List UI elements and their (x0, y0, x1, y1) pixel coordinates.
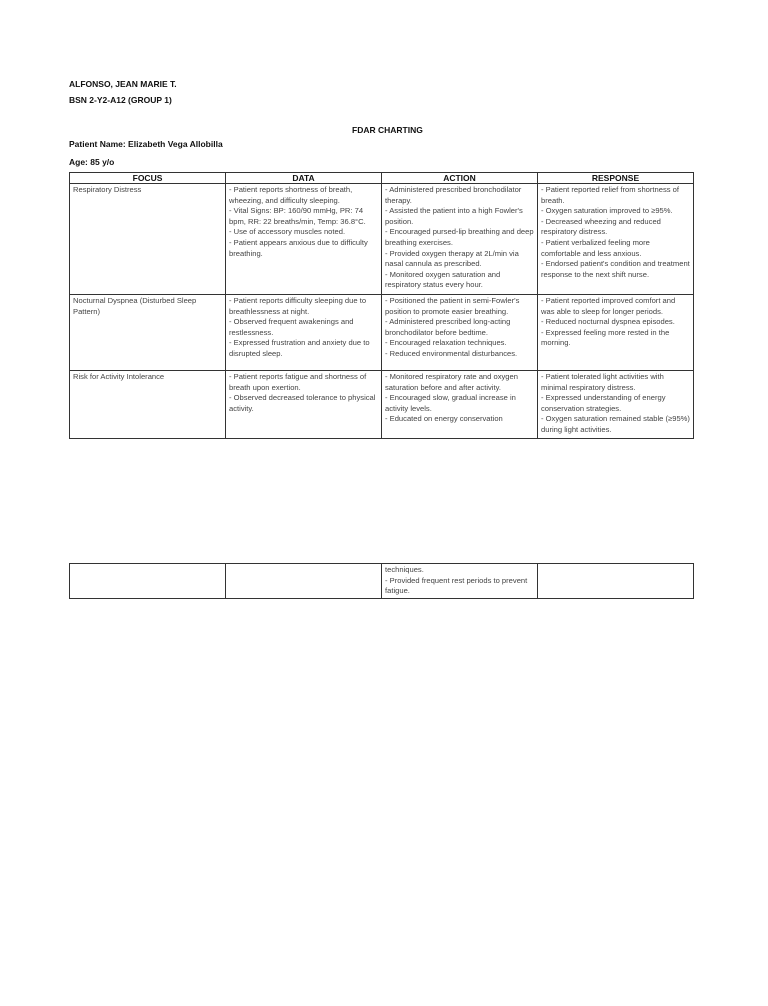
entry: - Decreased wheezing and reduced respiratory distress. (541, 216, 661, 237)
entry: - Patient reports difficulty sleeping due to breathlessness at night. (229, 296, 367, 316)
entry: - Monitored oxygen saturation and respiratory status every hour. (385, 269, 501, 290)
entry: - Patient tolerated light activities with minimal respiratory distress. (541, 372, 664, 392)
entry: - Patient reported relief from shortness of breath. (541, 185, 680, 205)
entry: - Educated on energy conservation (385, 414, 503, 424)
entry: - Encouraged pursed-lip breathing and deep breathing exercises. (385, 227, 534, 247)
entry: - Expressed frustration and anxiety due to disrupted sleep. (229, 338, 370, 358)
entry: - Patient reports shortness of breath, wheezing, and difficulty sleeping. (229, 185, 353, 205)
entry: - Oxygen saturation improved to ≥95%. (541, 206, 673, 216)
fdar-table-continuation (69, 563, 694, 599)
action-cell (382, 371, 538, 439)
entry: - Patient appears anxious due to difficulty breathing. (229, 237, 368, 258)
patient-name: Patient Name: Elizabeth Vega Allobilla (69, 139, 223, 149)
entry: - Use of accessory muscles noted. (229, 227, 346, 237)
entry: - Expressed feeling more rested in the morning. (541, 327, 670, 348)
entry: - Oxygen saturation remained stable (≥95%) during light activities. (541, 414, 690, 434)
section: BSN 2-Y2-A12 (GROUP 1) (69, 95, 172, 105)
entry: techniques. (385, 565, 424, 574)
entry: - Expressed understanding of energy conservation strategies. (541, 393, 666, 413)
column-header-data: DATA (226, 173, 382, 184)
entry: - Observed decreased tolerance to physical activity. (229, 393, 376, 413)
entry: - Patient reported improved comfort and was able to sleep for longer periods. (541, 296, 676, 316)
entry: - Reduced environmental disturbances. (385, 348, 518, 358)
response-cell (538, 295, 694, 371)
data-cell (226, 295, 382, 371)
response-cell (538, 564, 694, 599)
focus-cell: Risk for Activity Intolerance (70, 371, 226, 439)
entry: - Provided frequent rest periods to prevent fatigue. (385, 575, 528, 596)
patient-age: Age: 85 y/o (69, 157, 115, 167)
table-row (70, 295, 694, 371)
entry: - Patient reports fatigue and shortness of breath upon exertion. (229, 372, 367, 392)
table-row (70, 371, 694, 439)
data-cell (226, 184, 382, 295)
response-cell (538, 371, 694, 439)
entry: - Observed frequent awakenings and restlessness. (229, 317, 354, 337)
fdar-table (69, 172, 694, 439)
focus-cell: Nocturnal Dyspnea (Disturbed Sleep Pattern) (70, 295, 226, 371)
action-cell (382, 564, 538, 599)
page-title: FDAR CHARTING (352, 125, 423, 135)
response-cell (538, 184, 694, 295)
entry: - Endorsed patient's condition and treatment response to the next shift nurse. (541, 259, 690, 279)
entry: - Patient verbalized feeling more comfortable and less anxious. (541, 237, 650, 258)
entry: - Vital Signs: BP: 160/90 mmHg, PR: 74 bpm, RR: 22 breaths/min, Temp: 36.8°C. (229, 206, 366, 226)
entry: - Encouraged relaxation techniques. (385, 338, 507, 348)
entry: - Monitored respiratory rate and oxygen saturation before and after activity. (385, 372, 518, 392)
column-header-action: ACTION (382, 173, 538, 184)
entry: - Provided oxygen therapy at 2L/min via nasal cannula as prescribed. (385, 248, 519, 269)
entry: - Reduced nocturnal dyspnea episodes. (541, 317, 675, 327)
entry: - Assisted the patient into a high Fowler's position. (385, 206, 523, 226)
table-row (70, 564, 694, 599)
action-cell (382, 184, 538, 295)
table-row (70, 184, 694, 295)
data-cell (226, 371, 382, 439)
entry: - Encouraged slow, gradual increase in activity levels. (385, 393, 516, 413)
column-header-response: RESPONSE (538, 173, 694, 184)
entry: - Administered prescribed long-acting bronchodilator before bedtime. (385, 317, 511, 337)
student-name: ALFONSO, JEAN MARIE T. (69, 79, 177, 89)
focus-cell: Respiratory Distress (70, 184, 226, 295)
column-header-focus: FOCUS (70, 173, 226, 184)
action-cell (382, 295, 538, 371)
entry: - Administered prescribed bronchodilator therapy. (385, 185, 522, 205)
focus-cell (70, 564, 226, 599)
entry: - Positioned the patient in semi-Fowler's position to promote easier breathing. (385, 296, 520, 316)
data-cell (226, 564, 382, 599)
